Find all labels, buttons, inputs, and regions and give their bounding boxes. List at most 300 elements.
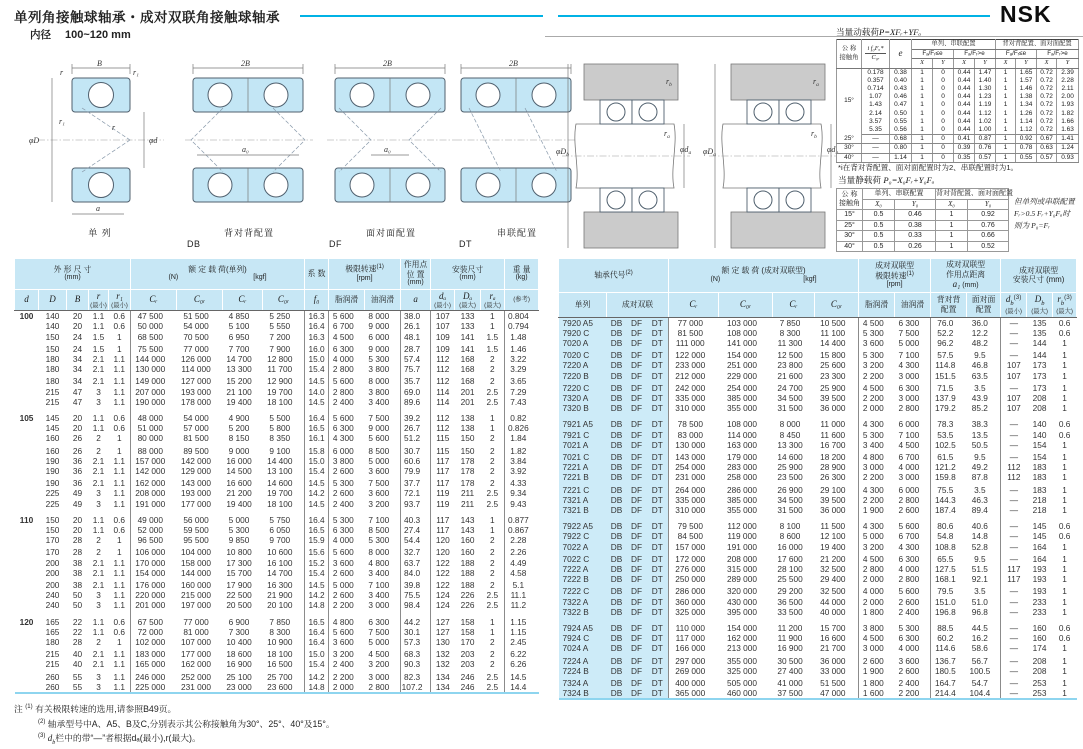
- table-cell: 112 000: [727, 521, 757, 532]
- table-cell: 21 700: [815, 643, 859, 653]
- table-cell: 1.1: [109, 466, 131, 476]
- table-cell: 170: [45, 547, 60, 558]
- table-cell: 4 300: [862, 419, 884, 430]
- table-cell: 1.1: [109, 568, 131, 578]
- table-cell: DB: [607, 348, 627, 360]
- table-cell: 11.1: [510, 590, 527, 601]
- table-cell: 7220 B: [559, 371, 607, 381]
- table-cell: 5 500: [263, 407, 305, 423]
- table-cell: DF: [627, 483, 647, 495]
- table-cell: 165: [45, 626, 60, 637]
- table-cell: 1: [481, 509, 505, 525]
- table-cell: [15, 600, 39, 610]
- single-row-bearing-table: [14, 258, 539, 694]
- dynamic-load-title: 当量动载荷P=XFᵣ+YFₐ: [836, 27, 921, 37]
- table-cell: 1.19: [975, 101, 996, 109]
- table-cell: 16 700: [815, 440, 859, 450]
- table-cell: 39 500: [815, 393, 859, 403]
- table-cell: 29 100: [815, 483, 859, 495]
- table-cell: [15, 558, 39, 568]
- table-cell: 1.1: [109, 488, 131, 498]
- table-cell: 7 500: [895, 328, 931, 338]
- table-cell: 173: [1032, 360, 1047, 371]
- table-row: [837, 220, 1009, 231]
- table-cell: 10 600: [263, 545, 305, 557]
- table-cell: [15, 433, 39, 443]
- table-cell: 18 200: [815, 450, 859, 462]
- table-cell: DT: [647, 552, 669, 564]
- table-row: [15, 488, 539, 498]
- table-cell: 124: [435, 600, 450, 611]
- table-row: [15, 682, 539, 693]
- table-cell: DT: [647, 643, 669, 653]
- table-cell: 1: [936, 241, 968, 252]
- table-cell: 151.5: [934, 370, 956, 381]
- table-cell: 1: [996, 126, 1016, 135]
- table-cell: 5 300: [228, 525, 250, 536]
- table-cell: 2.1: [92, 659, 105, 670]
- table-cell: 15.4: [305, 364, 329, 374]
- table-cell: 187.4: [934, 504, 956, 515]
- table-cell: 132: [435, 649, 450, 660]
- table-cell: 1.43: [862, 101, 890, 109]
- table-cell: 33 500: [777, 606, 803, 617]
- table-cell: DB: [607, 328, 627, 338]
- table-cell: —: [1009, 678, 1018, 689]
- table-cell: 88.5: [937, 623, 954, 633]
- table-row: [559, 654, 1077, 666]
- table-cell: DT: [647, 531, 669, 541]
- table-cell: 5 200: [228, 423, 250, 434]
- table-cell: 51.2: [401, 433, 431, 443]
- table-cell: 119: [436, 498, 450, 509]
- table-row: [15, 578, 539, 590]
- table-cell: DF: [627, 360, 647, 370]
- table-row: [15, 423, 539, 433]
- table-cell: 1: [1062, 586, 1067, 597]
- table-cell: —: [1009, 439, 1018, 450]
- table-cell: 1: [1062, 504, 1067, 515]
- table-cell: 164: [1032, 541, 1047, 552]
- table-cell: 16 300: [263, 578, 305, 590]
- table-cell: 143: [460, 514, 475, 525]
- table-cell: 49 000: [137, 514, 163, 525]
- mount-diagram-back-to-back: [556, 56, 694, 256]
- table-cell: 109: [435, 331, 450, 342]
- caption-df: [325, 228, 457, 250]
- table-cell: DF: [627, 328, 647, 338]
- table-cell: 75.7: [401, 364, 431, 374]
- table-cell: 135: [1032, 317, 1047, 328]
- static-load-side-note: 但单列或串联配置 Fᵣ>0.5 Fᵣ+Y₀Fₐ时 则为 P₀=Fᵣ: [1014, 197, 1075, 230]
- table-cell: 79.5: [937, 586, 954, 597]
- table-cell: 36: [72, 466, 83, 477]
- dim-a0: a₀: [384, 145, 391, 154]
- table-cell: 2.28: [510, 535, 527, 546]
- right-table-header: 轴承代号$^{(2)}$ 额 定 载 荷 (成对双联型) (N) [kgf] 成对双联型 极限转速$^{(1)}$ [rpm] 成对双联型 作用点距离 a₁ (mm) 成对双联型 安装尺寸 (mm) 单列 成对双联 Cᵣ C₀ᵣ Cᵣ C₀ᵣ 脂润滑 油润滑 背对背 配置 面对面 配置 $d_b^{(3)}$ (最小) $D_b$ (最大) $r_b^{(3)}$ (最大): [559, 259, 1077, 318]
- table-row: [15, 545, 539, 557]
- table-cell: 1.1: [109, 354, 131, 364]
- table-cell: 16.4: [305, 407, 329, 423]
- table-cell: 71.5: [937, 382, 954, 393]
- table-cell: DB: [607, 505, 627, 515]
- table-cell: 2: [481, 354, 505, 364]
- table-cell: 0.357: [862, 77, 890, 85]
- table-cell: 34 500: [777, 494, 803, 505]
- table-cell: 157 000: [675, 541, 706, 552]
- table-cell: 1: [481, 525, 505, 535]
- table-cell: 7022 A: [559, 542, 607, 552]
- table-cell: [15, 637, 39, 647]
- table-cell: 0.92: [1016, 135, 1037, 144]
- table-cell: 51 500: [183, 311, 209, 322]
- table-cell: 106 000: [135, 547, 166, 558]
- table-cell: 28 900: [815, 462, 859, 472]
- table-cell: 1.23: [975, 93, 996, 101]
- table-cell: 16 900: [777, 643, 803, 654]
- table-cell: DB: [607, 564, 627, 574]
- table-cell: 81 500: [677, 327, 703, 338]
- table-row: [15, 466, 539, 476]
- table-cell: 54 000: [183, 321, 209, 332]
- table-cell: 7324 A: [559, 676, 607, 688]
- table-cell: 2: [481, 433, 505, 443]
- table-row: [837, 110, 1079, 118]
- table-cell: 1.15: [510, 626, 527, 637]
- table-cell: DB: [607, 676, 627, 688]
- table-cell: 2: [96, 547, 101, 558]
- table-cell: 0.72: [1037, 101, 1057, 109]
- table-row: [559, 360, 1077, 370]
- table-cell: 2 000: [862, 403, 884, 414]
- table-cell: 137.9: [934, 392, 956, 403]
- table-cell: 36 000: [815, 505, 859, 515]
- table-cell: 203: [460, 659, 475, 670]
- table-cell: 9 000: [365, 321, 401, 331]
- table-cell: DT: [647, 688, 669, 699]
- table-cell: 5 550: [263, 321, 305, 331]
- table-cell: 149 000: [135, 376, 166, 387]
- table-row: [559, 584, 1077, 596]
- table-cell: 108 000: [727, 327, 758, 338]
- table-cell: [15, 444, 39, 456]
- table-cell: 132: [435, 659, 450, 670]
- table-cell: 104 000: [181, 547, 212, 558]
- table-cell: 1.1: [109, 364, 131, 374]
- table-cell: 5 600: [332, 626, 354, 637]
- table-cell: 0.6: [1058, 531, 1071, 542]
- table-cell: 0.72: [1037, 85, 1057, 93]
- table-cell: 16.5: [305, 423, 329, 433]
- table-cell: 120: [435, 547, 450, 558]
- table-row: [559, 381, 1077, 393]
- table-cell: 220 000: [135, 590, 166, 601]
- table-cell: 14.0: [305, 387, 329, 397]
- table-cell: 48 000: [137, 413, 163, 423]
- table-cell: 2: [481, 535, 505, 545]
- table-cell: 0.44: [954, 77, 975, 85]
- table-cell: 0: [933, 93, 954, 101]
- table-cell: 170: [45, 535, 60, 546]
- table-cell: 3 600: [332, 557, 354, 568]
- table-cell: 200: [45, 557, 60, 568]
- table-cell: 1: [936, 210, 968, 221]
- table-row: [15, 558, 539, 568]
- table-cell: 1.1: [109, 387, 131, 397]
- table-row: [15, 456, 539, 466]
- table-cell: 145: [45, 413, 60, 423]
- table-cell: 133: [460, 311, 475, 322]
- table-cell: 28: [72, 535, 83, 546]
- table-cell: 2 600: [332, 488, 354, 499]
- table-cell: 1: [481, 627, 505, 637]
- table-cell: 0.72: [1037, 77, 1057, 85]
- table-cell: 1.14: [1016, 118, 1037, 126]
- table-cell: 2 000: [862, 596, 884, 607]
- bearing-diagram-single: [24, 58, 176, 224]
- table-cell: 18 100: [263, 647, 305, 659]
- table-cell: 12 900: [263, 374, 305, 386]
- table-cell: 2 200: [862, 472, 884, 483]
- table-cell: 1: [912, 135, 933, 144]
- table-cell: 2 400: [895, 607, 931, 617]
- table-cell: 213 000: [727, 643, 758, 654]
- table-row: [15, 647, 539, 659]
- table-cell: 52.8: [967, 542, 1001, 552]
- table-cell: 1: [1062, 403, 1067, 414]
- table-cell: 38.3: [967, 413, 1001, 429]
- table-cell: 0.6: [1058, 429, 1071, 440]
- table-cell: 297 000: [675, 655, 706, 666]
- dim-ra: $r_a$: [664, 129, 670, 140]
- table-cell: 2 600: [862, 655, 884, 666]
- table-cell: 57.3: [401, 637, 431, 647]
- table-cell: 3: [96, 600, 101, 611]
- table-cell: 1: [912, 85, 933, 93]
- table-cell: DB: [607, 472, 627, 482]
- table-cell: 1 600: [862, 688, 884, 699]
- table-cell: 1: [1062, 643, 1067, 654]
- table-cell: [15, 499, 39, 509]
- table-cell: 108.8: [934, 541, 956, 552]
- table-cell: [15, 476, 39, 488]
- table-cell: 6 700: [895, 450, 931, 462]
- table-cell: 1.1: [92, 525, 105, 536]
- table-cell: 6 300: [895, 552, 931, 564]
- table-cell: 3 200: [862, 360, 884, 371]
- table-cell: 1: [481, 423, 505, 433]
- table-cell: DB: [607, 483, 627, 495]
- table-cell: —: [1009, 586, 1018, 597]
- table-cell: 14.8: [967, 531, 1001, 541]
- table-cell: 21 100: [226, 386, 252, 397]
- table-row: [15, 476, 539, 488]
- dim-phidb: $\varphi d_b$: [827, 145, 839, 156]
- table-cell: DF: [627, 688, 647, 699]
- table-cell: 2: [481, 545, 505, 557]
- table-cell: 50.5: [967, 440, 1001, 450]
- table-cell: 246 000: [135, 671, 166, 682]
- table-cell: 14.5: [305, 476, 329, 488]
- table-cell: 177 000: [181, 498, 212, 509]
- table-cell: DF: [627, 403, 647, 413]
- table-row: [559, 643, 1077, 653]
- table-row: [559, 430, 1077, 440]
- table-cell: 16 900: [226, 659, 252, 670]
- table-cell: DT: [647, 360, 669, 370]
- table-cell: 80.6: [937, 521, 954, 532]
- table-cell: 2.1: [92, 455, 105, 466]
- table-cell: —: [1009, 419, 1018, 430]
- table-cell: 25 700: [263, 670, 305, 682]
- table-cell: 5 000: [365, 456, 401, 466]
- table-row: [559, 483, 1077, 495]
- table-cell: 360 000: [675, 596, 706, 607]
- table-cell: 78 500: [677, 419, 703, 430]
- table-cell: 3: [96, 498, 101, 509]
- table-cell: 264 000: [675, 484, 706, 495]
- table-cell: 208: [1032, 403, 1047, 414]
- table-cell: 4.49: [510, 557, 527, 568]
- table-cell: 145: [45, 423, 60, 434]
- table-row: [15, 354, 539, 364]
- dim-rb: $r_b$: [666, 77, 672, 88]
- table-cell: [15, 397, 39, 407]
- dim-ra: $r_a$: [813, 77, 819, 88]
- table-cell: DF: [627, 666, 647, 676]
- caption-dt-text: 串联配置: [496, 228, 537, 238]
- table-cell: 0.67: [1037, 135, 1057, 144]
- table-cell: 44.5: [967, 617, 1001, 633]
- table-cell: 0.39: [954, 144, 975, 153]
- static-load-title: 当量静载荷 P₀=X₀Fᵣ+Y₀Fₐ: [838, 175, 935, 185]
- table-cell: DB: [607, 360, 627, 370]
- table-cell: 23 800: [777, 360, 803, 371]
- table-cell: 0.43: [890, 85, 912, 93]
- table-cell: 13 300: [777, 439, 803, 450]
- table-cell: 0.6: [109, 423, 131, 433]
- table-cell: 7 500: [365, 407, 401, 423]
- table-cell: 3 600: [895, 654, 931, 666]
- table-cell: 0: [933, 68, 954, 77]
- table-cell: 2: [481, 578, 505, 590]
- table-cell: 400 000: [675, 678, 706, 689]
- table-cell: 38: [72, 567, 83, 578]
- table-cell: 14 600: [777, 451, 803, 462]
- table-cell: 208 000: [135, 488, 166, 499]
- table-cell: 1.41: [1057, 135, 1079, 144]
- table-row: [837, 210, 1009, 221]
- table-cell: 16.1: [305, 433, 329, 443]
- table-cell: 0.5: [863, 231, 895, 242]
- table-cell: 196.8: [934, 606, 956, 617]
- table-cell: 4 000: [332, 535, 354, 546]
- table-cell: 3.65: [510, 376, 527, 387]
- table-cell: DF: [627, 564, 647, 574]
- table-cell: 2 200: [862, 392, 884, 403]
- table-cell: 7322 A: [559, 597, 607, 607]
- table-cell: 11 100: [815, 328, 859, 338]
- table-cell: 0: [933, 144, 954, 153]
- table-cell: 11 300: [777, 337, 803, 348]
- table-row: [15, 332, 539, 342]
- table-cell: 1.5: [481, 342, 505, 354]
- table-cell: 1: [996, 85, 1016, 93]
- table-cell: 215: [45, 386, 60, 397]
- table-cell: 30.1: [401, 627, 431, 637]
- table-cell: 4 000: [862, 586, 884, 597]
- table-cell: 18 100: [263, 397, 305, 407]
- table-cell: DF: [627, 413, 647, 429]
- table-cell: 14.5: [510, 671, 527, 682]
- table-cell: 28.7: [401, 342, 431, 354]
- table-cell: 0.80: [890, 144, 912, 153]
- table-cell: 85.2: [967, 403, 1001, 413]
- table-cell: DF: [627, 542, 647, 552]
- table-cell: 183 000: [135, 649, 166, 660]
- table-cell: 215: [45, 649, 60, 660]
- table-cell: 19 700: [263, 387, 305, 397]
- table-cell: 1: [1062, 337, 1067, 348]
- table-cell: 31 500: [777, 403, 803, 414]
- table-cell: 1.1: [92, 626, 105, 637]
- table-cell: 1.46: [1016, 85, 1037, 93]
- table-cell: DF: [627, 617, 647, 633]
- table-row: [15, 600, 539, 610]
- table-row: [15, 590, 539, 600]
- table-cell: 7021 C: [559, 450, 607, 462]
- table-cell: 12 500: [777, 350, 803, 361]
- table-cell: DB: [607, 430, 627, 440]
- table-row: [559, 371, 1077, 381]
- table-cell: 0.38: [895, 220, 936, 231]
- table-cell: 122 000: [675, 350, 706, 361]
- table-cell: 105: [19, 413, 34, 423]
- dynamic-load-footnote: *i在背对背配置、面对面配置时为2、串联配置时为1。: [838, 163, 1019, 172]
- table-row: [559, 348, 1077, 360]
- table-cell: 100: [19, 311, 34, 322]
- table-cell: 1.02: [975, 118, 996, 126]
- table-cell: 55: [72, 671, 83, 682]
- table-cell: 201 000: [135, 600, 166, 611]
- table-cell: DB: [607, 338, 627, 348]
- table-cell: 145: [1032, 521, 1047, 532]
- table-cell: 38.0: [401, 311, 431, 322]
- dim-rb: $r_b$: [811, 129, 817, 140]
- table-cell: 3.92: [510, 466, 527, 477]
- table-cell: 23 300: [815, 371, 859, 381]
- table-cell: 0.92: [968, 210, 1009, 221]
- table-cell: 26 300: [815, 472, 859, 482]
- table-cell: 89.6: [401, 397, 431, 407]
- table-cell: 240: [45, 590, 60, 601]
- table-cell: 5 750: [263, 509, 305, 525]
- table-cell: 4 000: [895, 462, 931, 472]
- table-cell: 1: [996, 77, 1016, 85]
- table-cell: 2 800: [365, 682, 401, 693]
- table-cell: 16 100: [263, 558, 305, 568]
- table-cell: 100.5: [967, 666, 1001, 676]
- table-cell: 81 500: [183, 433, 209, 444]
- table-cell: 158: [460, 626, 475, 637]
- table-cell: 52 000: [137, 525, 163, 536]
- table-cell: 47: [72, 396, 83, 407]
- table-cell: DF: [627, 676, 647, 688]
- table-cell: 54.8: [937, 531, 954, 542]
- contact-angle-cell: 15°: [837, 68, 862, 135]
- table-cell: 51.5: [967, 564, 1001, 574]
- table-cell: 48.2: [967, 338, 1001, 348]
